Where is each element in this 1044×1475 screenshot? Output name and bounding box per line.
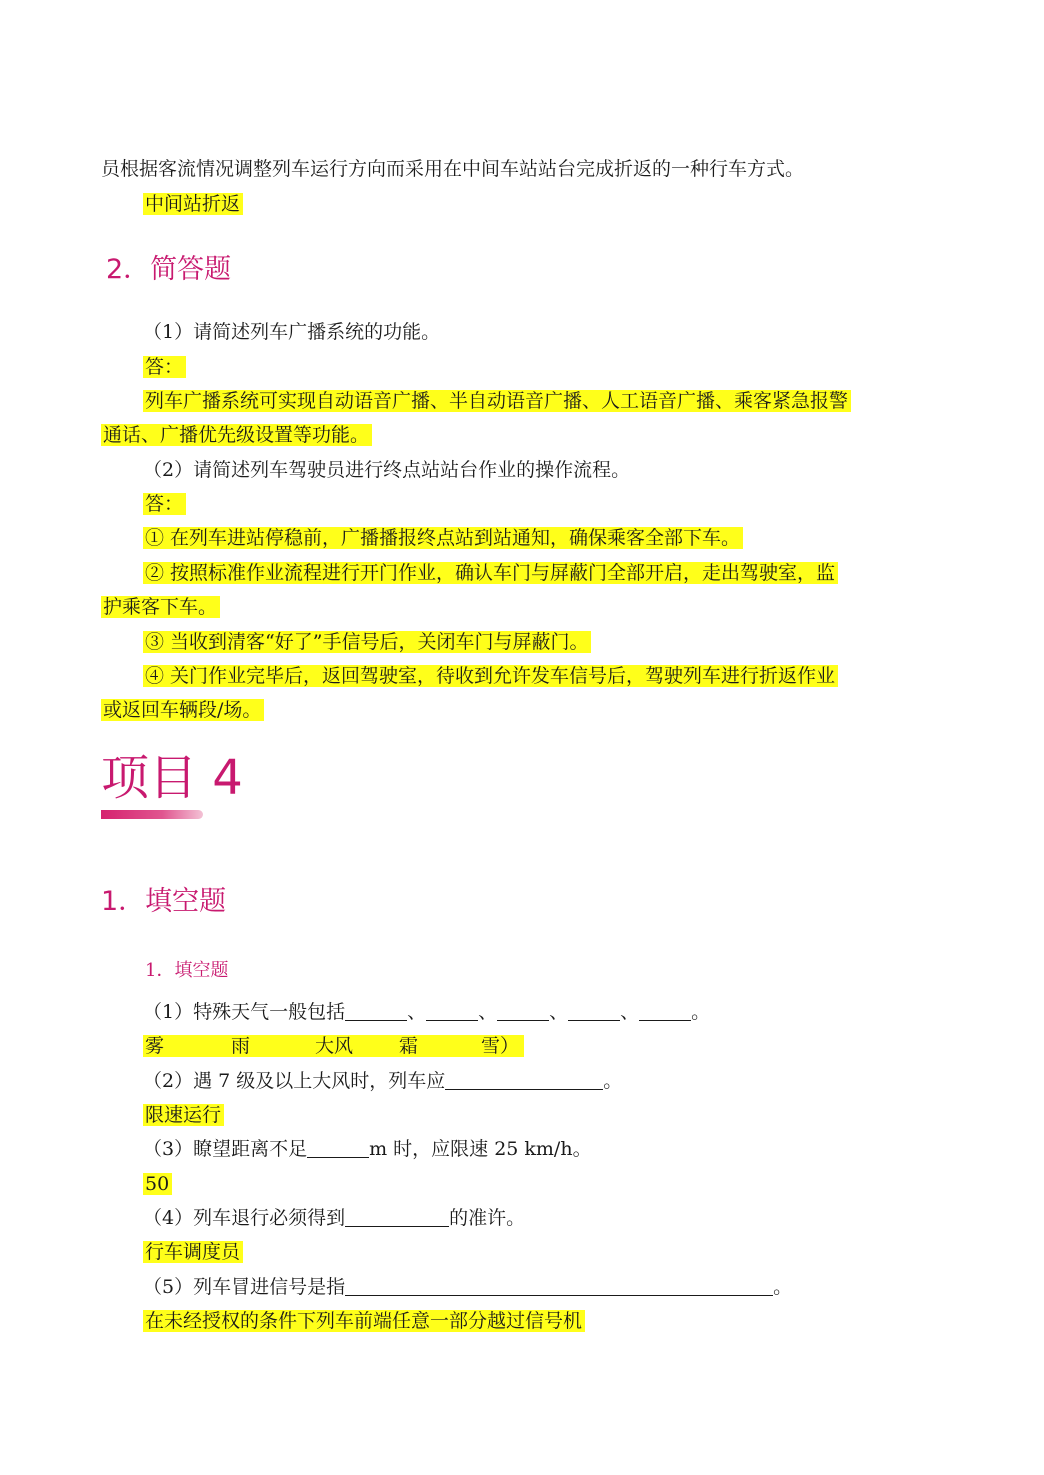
title-underline-bar — [101, 810, 203, 819]
answer-highlight: 在未经授权的条件下列车前端任意一部分越过信号机 — [143, 1310, 585, 1332]
question-text: （4）列车退行必须得到 — [143, 1207, 346, 1229]
answer-blank — [568, 1000, 620, 1021]
answer-highlight: 中间站折返 — [143, 193, 243, 215]
answer-blank — [497, 1000, 549, 1021]
answer-item: 雨 — [231, 1035, 251, 1057]
fill-question-3 — [143, 1134, 592, 1164]
question-text: （5）列车冒进信号是指 — [143, 1276, 346, 1298]
question-text: 的准许。 — [449, 1207, 526, 1229]
answer-highlight: 50 — [143, 1173, 172, 1195]
answer-label-text: 答： — [143, 493, 186, 515]
fill-question-1 — [143, 997, 710, 1027]
project-title: 项目 4 — [101, 750, 243, 806]
separator: 、 — [478, 1001, 498, 1023]
answer-step-4-cont — [101, 695, 264, 725]
question-2: （2）请简述列车驾驶员进行终点站站台作业的操作流程。 — [143, 459, 631, 481]
question-text: m 时，应限速 25 km/h。 — [369, 1138, 592, 1160]
question-text: （2）遇 7 级及以上大风时，列车应 — [143, 1070, 446, 1092]
answer-term — [143, 189, 243, 219]
answer-step-1 — [143, 523, 743, 553]
answer-item: 霜 — [399, 1035, 419, 1057]
answer-step-2 — [143, 558, 838, 588]
answer-text: ② 按照标准作业流程进行开门作业，确认车门与屏蔽门全部开启，走出驾驶室，监 — [143, 562, 838, 584]
answer-label — [143, 352, 186, 382]
answer-text: 通话、广播优先级设置等功能。 — [101, 424, 372, 446]
answer-highlight: 行车调度员 — [143, 1241, 243, 1263]
fill-answer-2 — [143, 1100, 224, 1130]
section-heading-fill-blank: 1．填空题 — [101, 886, 227, 917]
separator: 、 — [549, 1001, 569, 1023]
answer-blank — [426, 1000, 478, 1021]
answer-text: 护乘客下车。 — [101, 596, 220, 618]
answer-item: 雪） — [481, 1035, 520, 1057]
answer-item: 大风 — [315, 1035, 354, 1057]
answer-blank — [445, 1069, 603, 1090]
fill-answer-3 — [143, 1169, 172, 1199]
answer-text: ③ 当收到清客“好了”手信号后，关闭车门与屏蔽门。 — [143, 631, 591, 653]
answer-line — [143, 386, 851, 416]
answer-step-4 — [143, 661, 838, 691]
intro-paragraph-line: 员根据客流情况调整列车运行方向而采用在中间车站站台完成折返的一种行车方式。 — [101, 158, 805, 180]
separator: 、 — [620, 1001, 640, 1023]
period: 。 — [691, 1001, 711, 1023]
fill-question-2 — [143, 1066, 622, 1096]
answer-text: 或返回车辆段/场。 — [101, 699, 264, 721]
answer-highlight: 限速运行 — [143, 1104, 224, 1126]
question-1: （1）请简述列车广播系统的功能。 — [143, 321, 441, 343]
period: 。 — [603, 1070, 623, 1092]
answer-label-text: 答： — [143, 356, 186, 378]
answer-blank — [345, 1206, 449, 1227]
fill-answer-5 — [143, 1306, 585, 1336]
answer-label — [143, 489, 186, 519]
period: 。 — [773, 1276, 793, 1298]
question-text: （1）特殊天气一般包括 — [143, 1001, 346, 1023]
fill-answer-4 — [143, 1237, 243, 1267]
answer-step-3 — [143, 627, 591, 657]
answer-blank — [345, 1000, 407, 1021]
answer-blank — [345, 1275, 773, 1296]
answer-step-2-cont — [101, 592, 220, 622]
answer-blank — [639, 1000, 691, 1021]
separator: 、 — [407, 1001, 427, 1023]
answer-text: 列车广播系统可实现自动语音广播、半自动语音广播、人工语音广播、乘客紧急报警 — [143, 390, 851, 412]
subheading-fill-blank: 1．填空题 — [145, 960, 229, 981]
fill-question-4 — [143, 1203, 525, 1233]
answer-text: ④ 关门作业完毕后，返回驾驶室，待收到允许发车信号后，驾驶列车进行折返作业 — [143, 665, 838, 687]
fill-answer-1 — [143, 1031, 524, 1061]
answer-blank — [307, 1137, 369, 1158]
answer-line — [101, 420, 372, 450]
question-text: （3）瞭望距离不足 — [143, 1138, 308, 1160]
answer-highlight — [143, 1035, 524, 1057]
fill-question-5 — [143, 1272, 792, 1302]
answer-text: ① 在列车进站停稳前，广播播报终点站到站通知，确保乘客全部下车。 — [143, 527, 743, 549]
answer-item: 雾 — [145, 1035, 165, 1057]
section-heading-short-answer: 2．简答题 — [106, 254, 232, 285]
